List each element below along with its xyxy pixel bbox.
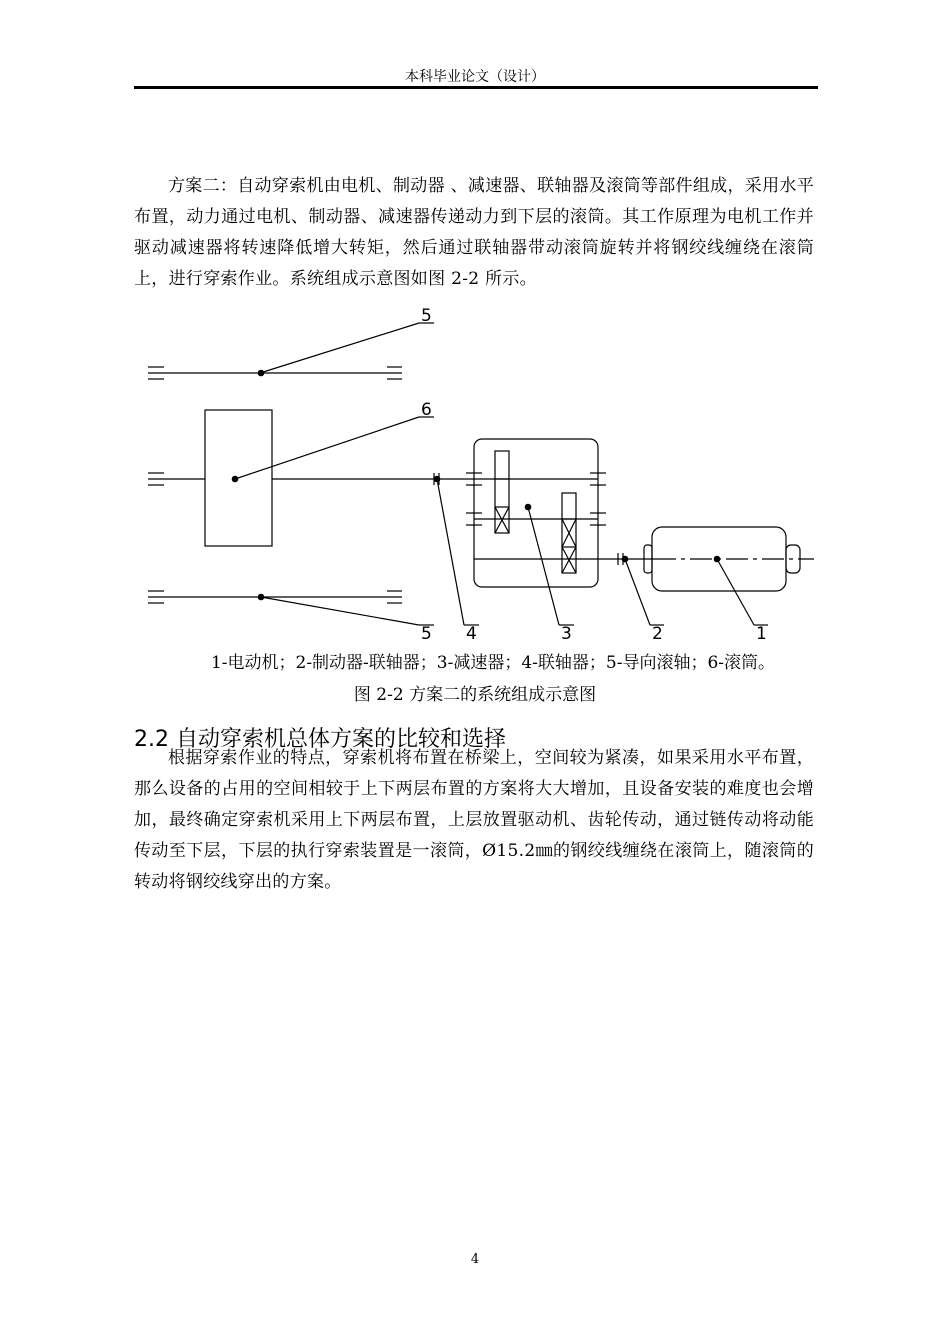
label-2: 2	[652, 624, 663, 644]
label-1: 1	[756, 624, 767, 644]
label-top-5: 5	[421, 306, 432, 326]
leader-1	[717, 559, 754, 625]
leader-top-5	[260, 323, 419, 373]
leader-2	[625, 559, 650, 625]
page-number: 4	[470, 1252, 480, 1267]
label-4: 4	[466, 624, 477, 644]
leader-6	[235, 417, 419, 479]
figure-caption: 图 2-2 方案二的系统组成示意图	[353, 685, 597, 705]
reducer	[466, 439, 606, 587]
header-rule	[134, 86, 818, 89]
label-bottom-5: 5	[421, 624, 432, 644]
figure-legend	[0, 648, 950, 673]
paragraph-comparison: 根据穿索作业的特点，穿索机将布置在桥梁上，空间较为紧凑，如果采用水平布置，那么设备的占用的空间相较于上下两层布置的方案将大大增加，且设备安装的难度也会增加，最终确定穿索机采用上下两层布置，上层放置驱动机、齿轮传动，通过链传动将动能传动至下层，下层的执行穿索装置是一滚筒，Ø15.2㎜的钢绞线缠绕在滚筒上，随滚筒的转动将钢绞线穿出的方案。	[134, 748, 814, 892]
label-6: 6	[421, 400, 432, 420]
label-3: 3	[561, 624, 572, 644]
leader-bottom-5	[261, 597, 419, 625]
drum	[148, 410, 434, 546]
system-diagram	[134, 305, 824, 645]
leader-4	[437, 479, 464, 625]
bottom-guide-roller	[148, 591, 402, 603]
paragraph-scheme-two: 方案二：自动穿索机由电机、制动器 、减速器、联轴器及滚筒等部件组成，采用水平布置，动力通过电机、制动器、减速器传递动力到下层的滚筒。其工作原理为电机工作并驱动减速器将转速降低增大转矩，然后通过联轴器带动滚筒旋转并将钢绞线缠绕在滚筒上，进行穿索作业。系统组成示意图如图 2-2 所示。	[134, 176, 814, 289]
section-heading: 2.2 自动穿索机总体方案的比较和选择	[134, 727, 506, 752]
page-header: 本科毕业论文（设计）	[405, 69, 545, 85]
leader-3	[528, 507, 559, 625]
figure-legend-text: 1-电动机；2-制动器-联轴器；3-减速器；4-联轴器；5-导向滚轴；6-滚筒。	[210, 653, 776, 673]
